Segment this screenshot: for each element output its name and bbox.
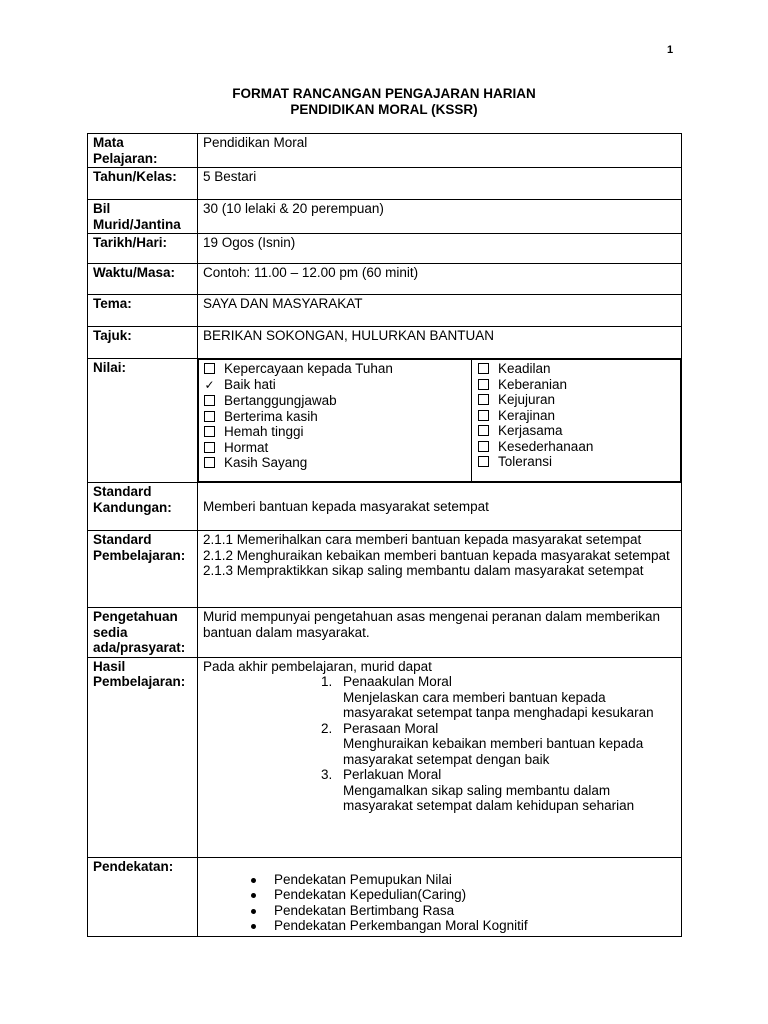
nilai-label: Hormat [224,439,269,455]
nilai-label: Kejujuran [498,392,556,407]
hasil-title: Perlakuan Moral [343,767,442,782]
label-tahun-kelas: Tahun/Kelas: [88,168,198,200]
row-tema [88,295,682,327]
nilai-item [478,439,675,455]
checkbox-icon [204,363,215,374]
nilai-label: Kepercayaan kepada Tuhan [224,361,393,376]
hasil-desc: Mengamalkan sikap saling membantu dalam masyarakat setempat dalam kehidupan seharian [343,782,635,813]
nilai-label: Hemah tinggi [224,424,304,439]
sp-item-1: 2.1.1 Memerihalkan cara memberi bantuan kepada masyarakat setempat [203,532,642,547]
label-pendekatan: Pendekatan: [88,857,198,936]
nilai-left-column [199,360,472,482]
checkbox-icon [478,379,489,390]
pendekatan-text: Pendekatan Kepedulian(Caring) [274,887,467,902]
checkbox-icon [204,457,215,468]
hasil-item [203,767,676,814]
label-standard-kandungan: Standard Kandungan: [88,483,198,531]
nilai-label: Bertanggungjawab [224,393,337,408]
nilai-item [478,423,675,439]
pendekatan-item [203,903,676,919]
label-standard-pembelajaran: Standard Pembelajaran: [88,531,198,608]
nilai-item [478,408,675,424]
value-pengetahuan: Murid mempunyai pengetahuan asas mengenai peranan dalam memberikan bantuan dalam masyarakat. [198,608,682,658]
row-waktu [88,264,682,295]
pendekatan-list [203,872,676,934]
value-tarikh: 19 Ogos (Isnin) [198,234,682,264]
bullet-icon [251,909,256,914]
page-number: 1 [667,44,674,56]
hasil-desc: Menghuraikan kebaikan memberi bantuan kepada masyarakat setempat dengan baik [343,736,644,767]
nilai-item [204,455,466,471]
label-nilai: Nilai: [88,359,198,483]
checkmark-icon: ✓ [204,377,215,392]
pendekatan-item [203,887,676,903]
value-standard-kandungan: Memberi bantuan kepada masyarakat setempat [198,483,682,531]
label-pengetahuan: Pengetahuan sedia ada/prasyarat: [88,608,198,658]
pendekatan-text: Pendekatan Bertimbang Rasa [274,902,455,918]
row-hasil [88,657,682,857]
hasil-item [203,674,676,721]
nilai-item [478,392,675,408]
checkbox-icon [204,395,215,406]
title-line-1: FORMAT RANCANGAN PENGAJARAN HARIAN [232,86,536,101]
checkbox-icon [478,363,489,374]
value-hasil [198,657,682,857]
pendekatan-text: Pendekatan Perkembangan Moral Kognitif [274,918,528,933]
nilai-label: Kerajinan [498,407,556,423]
label-tarikh: Tarikh/Hari: [88,234,198,264]
label-tajuk: Tajuk: [88,327,198,359]
value-standard-pembelajaran [198,531,682,608]
lesson-plan-table [87,133,682,937]
row-pendekatan [88,857,682,936]
sp-item-2: 2.1.2 Menghuraikan kebaikan memberi bantuan kepada masyarakat setempat [203,547,670,563]
checkbox-icon [204,426,215,437]
nilai-item [204,377,466,394]
nilai-item [204,424,466,440]
checkbox-icon [204,411,215,422]
nilai-cell [198,359,682,483]
checkbox-icon [478,394,489,405]
label-bil-murid: Bil Murid/Jantina [88,200,198,234]
nilai-label: Baik hati [224,376,276,392]
label-waktu: Waktu/Masa: [88,264,198,295]
nilai-grid [198,359,681,482]
nilai-item [204,409,466,425]
label-hasil: Hasil Pembelajaran: [88,657,198,857]
pendekatan-item [203,918,676,934]
value-tahun-kelas: 5 Bestari [198,168,682,200]
nilai-label: Kesederhanaan [498,438,594,454]
hasil-num: 1. [321,674,333,689]
nilai-item [478,377,675,393]
title-line-2: PENDIDIKAN MORAL (KSSR) [290,102,478,117]
nilai-item [478,454,675,470]
row-tarikh [88,234,682,264]
label-tema: Tema: [88,295,198,327]
hasil-desc: Menjelaskan cara memberi bantuan kepada masyarakat setempat tanpa menghadapi kesukaran [343,689,654,720]
row-nilai [88,359,682,483]
row-pengetahuan [88,608,682,658]
nilai-label: Keadilan [498,361,551,376]
checkbox-icon [478,410,489,421]
nilai-item [204,440,466,456]
bullet-icon [251,893,256,898]
sp-item-3: 2.1.3 Mempraktikkan sikap saling membantu dalam masyarakat setempat [203,563,644,578]
row-tahun-kelas [88,168,682,200]
nilai-item [204,393,466,409]
bullet-icon [251,878,256,883]
nilai-item [478,361,675,377]
row-standard-pembelajaran [88,531,682,608]
label-mata-pelajaran: Mata Pelajaran: [88,134,198,168]
nilai-label: Toleransi [498,454,553,469]
row-tajuk [88,327,682,359]
value-tema: SAYA DAN MASYARAKAT [198,295,682,327]
nilai-label: Berterima kasih [224,408,318,424]
row-bil-murid [88,200,682,234]
hasil-item [203,721,676,768]
hasil-title: Penaakulan Moral [343,674,452,689]
nilai-label: Keberanian [498,376,568,392]
checkbox-icon [204,442,215,453]
value-waktu: Contoh: 11.00 – 12.00 pm (60 minit) [198,264,682,295]
value-pendekatan [198,857,682,936]
checkbox-icon [478,425,489,436]
value-tajuk: BERIKAN SOKONGAN, HULURKAN BANTUAN [198,327,682,359]
pendekatan-item [203,872,676,888]
row-standard-kandungan [88,483,682,531]
document-title [0,86,768,118]
checkbox-icon [478,441,489,452]
hasil-title: Perasaan Moral [343,720,439,736]
value-bil-murid: 30 (10 lelaki & 20 perempuan) [198,200,682,234]
checkbox-icon [478,456,489,467]
nilai-item [204,361,466,377]
hasil-num: 2. [321,720,333,736]
value-mata-pelajaran: Pendidikan Moral [198,134,682,168]
row-mata-pelajaran [88,134,682,168]
hasil-list [203,674,676,814]
pendekatan-text: Pendekatan Pemupukan Nilai [274,871,452,887]
nilai-label: Kasih Sayang [224,455,308,470]
hasil-intro: Pada akhir pembelajaran, murid dapat [203,658,432,674]
bullet-icon [251,924,256,929]
nilai-right-column [472,360,681,482]
nilai-label: Kerjasama [498,423,563,438]
hasil-num: 3. [321,767,333,782]
